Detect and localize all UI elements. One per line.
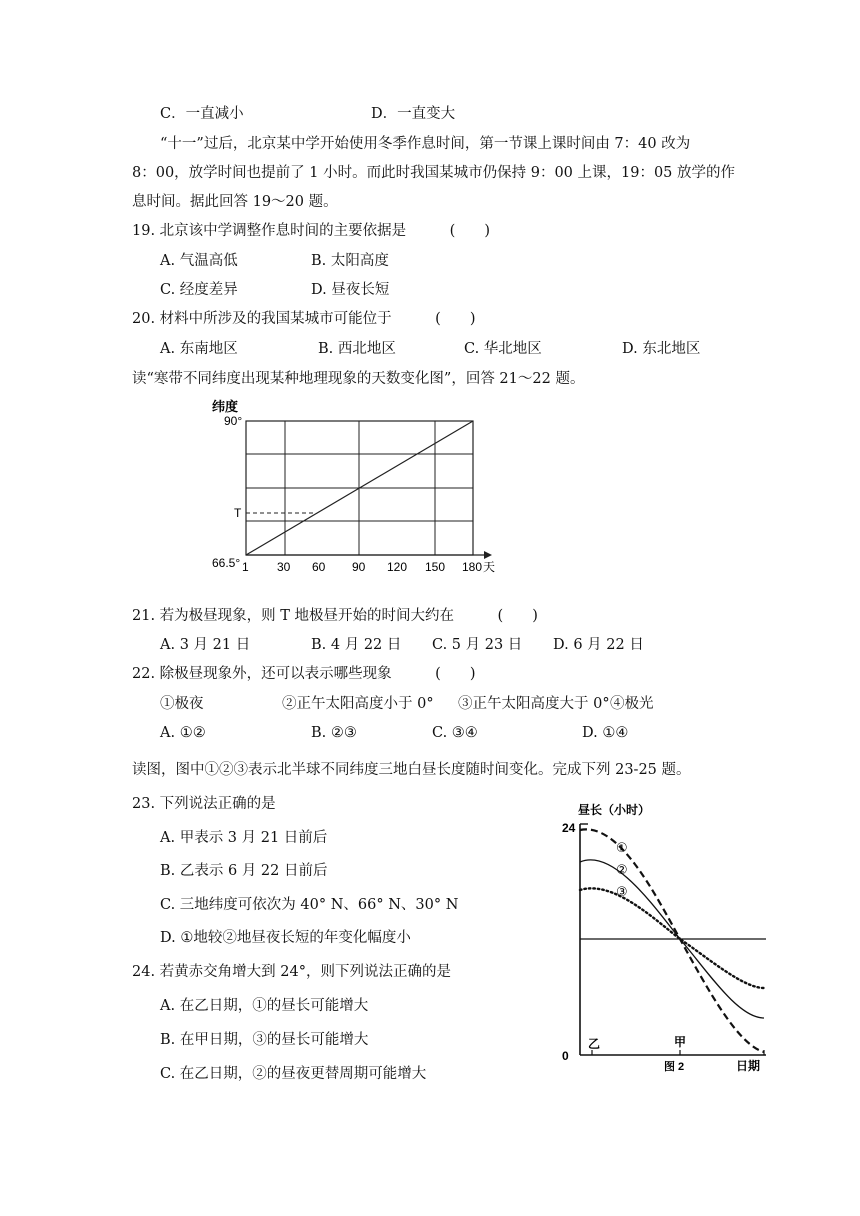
q19-option-b: B. 太阳高度: [311, 253, 389, 269]
fig2-label-2: ②: [616, 862, 628, 877]
fig2-curve-1: [580, 829, 764, 1052]
q21-option-a: A. 3 月 21 日: [160, 637, 251, 653]
fig1-ylabel: 纬度: [212, 399, 239, 414]
fig1-x-tick-90: 90: [352, 560, 366, 574]
q23-option-c: C. 三地纬度可依次为 40° N、66° N、30° N: [160, 897, 459, 913]
fig1-x-unit: 天: [483, 560, 496, 574]
q22-option-a: A. ①②: [160, 725, 206, 741]
q23-stem: 23. 下列说法正确的是: [132, 796, 276, 812]
q22-item-4: ④极光: [610, 696, 654, 712]
q19-stem: 19. 北京该中学调整作息时间的主要依据是 ( ): [132, 223, 490, 239]
q21-option-c: C. 5 月 23 日: [432, 637, 523, 653]
q22-item-1: ①极夜: [160, 696, 204, 712]
fig2-y-min: 0: [562, 1049, 569, 1063]
q24-option-c: C. 在乙日期，②的昼夜更替周期可能增大: [160, 1066, 427, 1082]
intro-21-22: 读“寒带不同纬度出现某种地理现象的天数变化图”，回答 21～22 题。: [132, 371, 585, 387]
q22-item-3: ③正午太阳高度大于 0°: [458, 696, 610, 712]
fig2-mark-yi: 乙: [588, 1037, 601, 1051]
q20-option-b: B. 西北地区: [318, 341, 396, 357]
q19-option-c: C. 经度差异: [160, 282, 238, 298]
q23-option-b: B. 乙表示 6 月 22 日前后: [160, 863, 328, 879]
fig1-x-tick-1: 1: [242, 560, 249, 574]
passage-line-3: 息时间。据此回答 19～20 题。: [132, 194, 338, 210]
q20-option-a: A. 东南地区: [160, 341, 238, 357]
passage-line-1: “十一”过后，北京某中学开始使用冬季作息时间，第一节课上课时间由 7：40 改为: [160, 136, 691, 152]
fig1-x-tick-150: 150: [425, 560, 446, 574]
q23-option-a: A. 甲表示 3 月 21 日前后: [160, 830, 328, 846]
fig2-curve-3: [580, 888, 764, 988]
q18-option-d: D．一直变大: [371, 106, 456, 122]
q20-option-d: D. 东北地区: [622, 341, 701, 357]
passage-line-2: 8：00，放学时间也提前了 1 小时。而此时我国某城市仍保持 9：00 上课，19：05 放学的作: [132, 165, 736, 181]
q24-stem: 24. 若黄赤交角增大到 24°，则下列说法正确的是: [132, 964, 451, 980]
latitude-days-chart: [204, 395, 504, 580]
fig2-xlabel: 日期: [736, 1059, 761, 1073]
q22-option-b: B. ②③: [311, 725, 357, 741]
q20-stem: 20. 材料中所涉及的我国某城市可能位于 ( ): [132, 311, 476, 327]
q22-option-d: D. ①④: [582, 725, 629, 741]
day-length-chart: [558, 800, 773, 1075]
q19-option-d: D. 昼夜长短: [311, 282, 390, 298]
q21-option-b: B. 4 月 22 日: [311, 637, 402, 653]
fig1-x-tick-60: 60: [312, 560, 326, 574]
q22-stem: 22. 除极昼现象外，还可以表示哪些现象 ( ): [132, 666, 476, 682]
q20-option-c: C. 华北地区: [464, 341, 542, 357]
fig2-ylabel: 昼长（小时）: [578, 803, 651, 817]
fig1-x-arrow: [484, 551, 492, 559]
q22-item-2: ②正午太阳高度小于 0°: [282, 696, 434, 712]
fig2-y-max: 24: [562, 821, 576, 835]
q21-stem: 21. 若为极昼现象，则 T 地极昼开始的时间大约在 ( ): [132, 608, 538, 624]
fig1-x-tick-180: 180: [462, 560, 483, 574]
fig1-x-tick-120: 120: [387, 560, 408, 574]
q24-option-b: B. 在甲日期，③的昼长可能增大: [160, 1032, 369, 1048]
fig2-mark-jia: 甲: [674, 1035, 687, 1049]
q22-option-c: C. ③④: [432, 725, 478, 741]
q18-option-c: C．一直减小: [160, 106, 244, 122]
fig1-x-tick-30: 30: [277, 560, 291, 574]
q19-option-a: A. 气温高低: [160, 253, 238, 269]
intro-23-25: 读图，图中①②③表示北半球不同纬度三地白昼长度随时间变化。完成下列 23-25 题。: [132, 762, 691, 778]
fig1-y-top-label: 90°: [224, 414, 243, 428]
fig2-label-1: ①: [616, 840, 628, 855]
q24-option-a: A. 在乙日期，①的昼长可能增大: [160, 998, 369, 1014]
fig1-y-t-label: T: [234, 506, 242, 520]
fig2-caption: 图 2: [664, 1061, 685, 1073]
fig1-y-bottom-label: 66.5°: [212, 556, 241, 570]
fig2-label-3: ③: [616, 884, 628, 899]
q21-option-d: D. 6 月 22 日: [553, 637, 644, 653]
q23-option-d: D. ①地较②地昼夜长短的年变化幅度小: [160, 930, 411, 946]
